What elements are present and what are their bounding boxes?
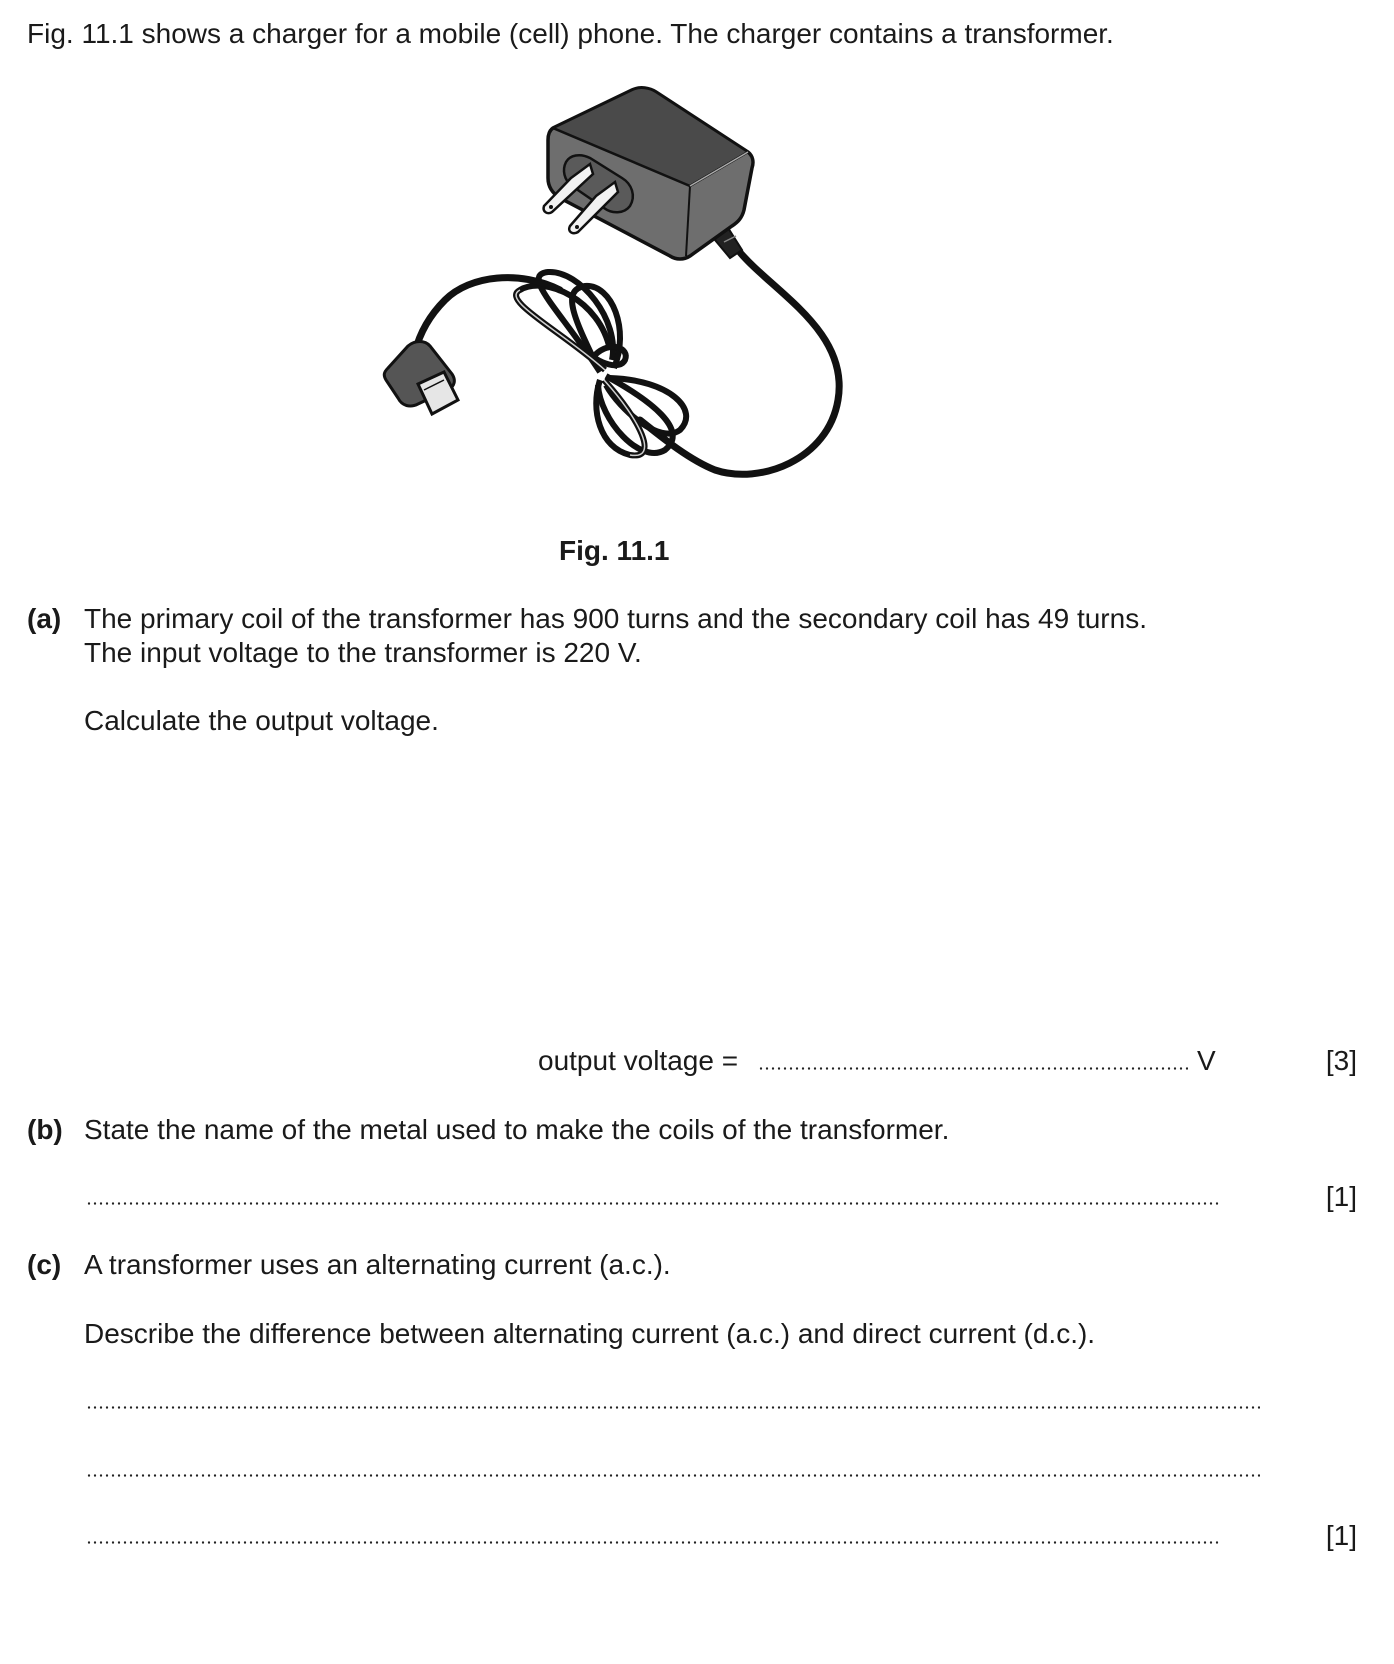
part-c-answer-line-1[interactable] <box>86 1406 1260 1409</box>
part-b-marks: [1] <box>1325 1181 1357 1212</box>
part-c-answer-line-2[interactable] <box>86 1474 1260 1477</box>
output-voltage-unit: V <box>1197 1045 1216 1076</box>
part-b-label: (b) <box>27 1114 63 1145</box>
part-a-line1: The primary coil of the transformer has 900 turns and the secondary coil has 49 turns. <box>84 603 1147 634</box>
part-b-answer-line[interactable] <box>86 1202 1220 1205</box>
part-a-line2: The input voltage to the transformer is 220 V. <box>84 637 642 668</box>
part-c-statement: A transformer uses an alternating current (a.c.). <box>84 1249 671 1280</box>
figure-caption: Fig. 11.1 <box>559 535 670 566</box>
part-a-label: (a) <box>27 603 62 634</box>
part-c-label: (c) <box>27 1249 62 1280</box>
output-voltage-answer-line[interactable] <box>758 1067 1188 1070</box>
part-c-answer-line-3[interactable] <box>86 1541 1220 1544</box>
part-c-marks: [1] <box>1325 1520 1357 1551</box>
intro-text: Fig. 11.1 shows a charger for a mobile (cell) phone. The charger contains a transformer. <box>27 18 1114 49</box>
part-a-marks: [3] <box>1325 1045 1357 1076</box>
phone-charger-illustration <box>380 82 860 502</box>
part-b-question: State the name of the metal used to make the coils of the transformer. <box>84 1114 950 1145</box>
output-voltage-label: output voltage = <box>538 1045 739 1076</box>
part-c-question: Describe the difference between alternating current (a.c.) and direct current (d.c.). <box>84 1318 1096 1349</box>
part-a-instruction: Calculate the output voltage. <box>84 705 439 736</box>
